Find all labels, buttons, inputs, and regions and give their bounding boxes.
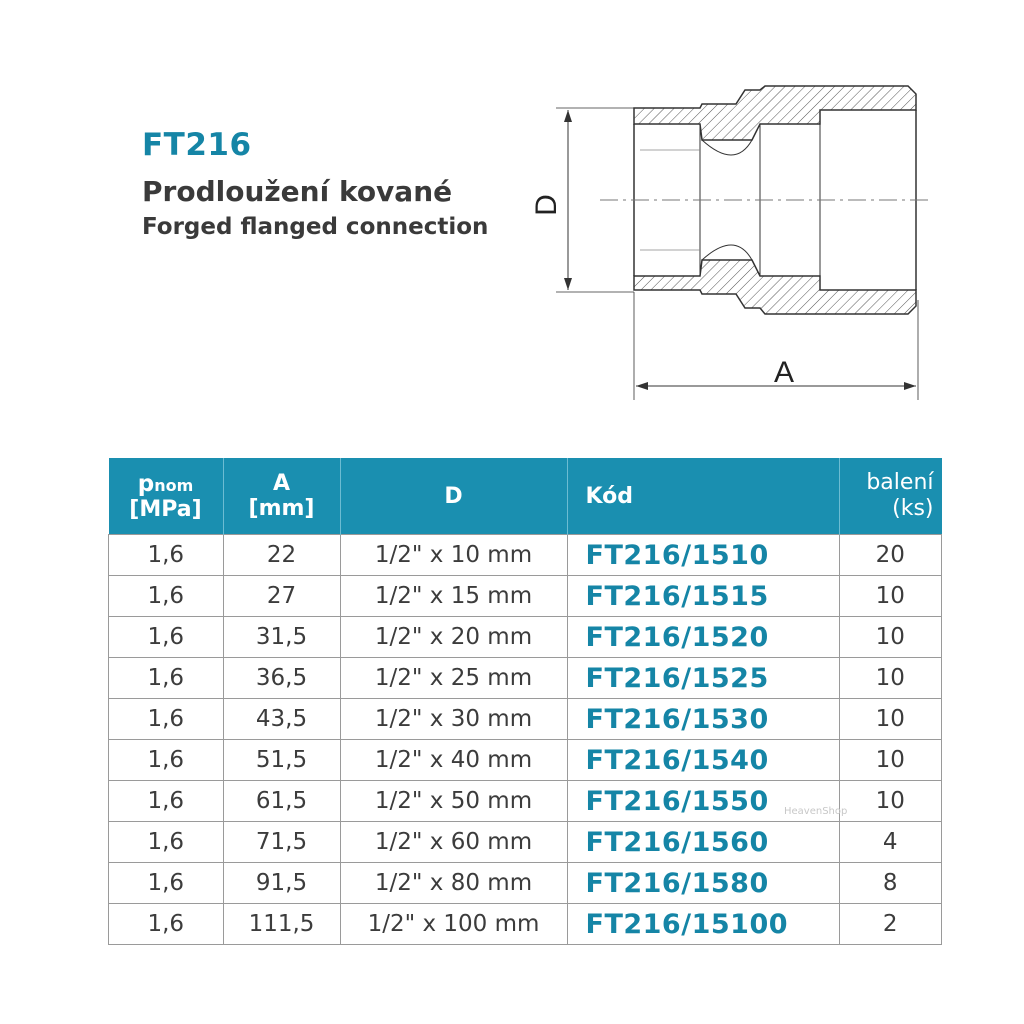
cell-a: 31,5 bbox=[223, 617, 340, 658]
cell-a: 91,5 bbox=[223, 863, 340, 904]
cell-pnom: 1,6 bbox=[109, 740, 224, 781]
cell-pack: 2 bbox=[839, 904, 942, 945]
table-row bbox=[109, 863, 942, 904]
cell-pnom: 1,6 bbox=[109, 617, 224, 658]
header-pnom-unit: [MPa] bbox=[129, 496, 202, 522]
cell-pack: 10 bbox=[839, 781, 942, 822]
dimension-d-label: D bbox=[530, 194, 563, 216]
cell-a: 36,5 bbox=[223, 658, 340, 699]
cell-a: 51,5 bbox=[223, 740, 340, 781]
table-row bbox=[109, 535, 942, 576]
cell-code: FT216/1520 bbox=[567, 617, 839, 658]
cell-pnom: 1,6 bbox=[109, 576, 224, 617]
cell-pnom: 1,6 bbox=[109, 699, 224, 740]
cell-d: 1/2" x 10 mm bbox=[340, 535, 567, 576]
cell-pack: 4 bbox=[839, 822, 942, 863]
header-a-label: A bbox=[272, 471, 291, 496]
table-row bbox=[109, 740, 942, 781]
dimension-a-label: A bbox=[773, 356, 795, 389]
cell-d: 1/2" x 50 mm bbox=[340, 781, 567, 822]
cell-a: 61,5 bbox=[223, 781, 340, 822]
cell-code: FT216/1550 bbox=[567, 781, 839, 822]
product-table bbox=[108, 458, 942, 945]
table-row bbox=[109, 617, 942, 658]
cell-pnom: 1,6 bbox=[109, 822, 224, 863]
cell-a: 43,5 bbox=[223, 699, 340, 740]
table-header-row bbox=[109, 458, 942, 535]
cell-pack: 8 bbox=[839, 863, 942, 904]
product-title-block bbox=[142, 126, 488, 242]
header-pnom-sub: nom bbox=[154, 475, 194, 495]
cell-code: FT216/1540 bbox=[567, 740, 839, 781]
cell-a: 27 bbox=[223, 576, 340, 617]
cell-code: FT216/1510 bbox=[567, 535, 839, 576]
header-a-unit: [mm] bbox=[248, 496, 315, 521]
header-pack-unit: (ks) bbox=[892, 496, 934, 521]
cell-a: 22 bbox=[223, 535, 340, 576]
cell-code: FT216/15100 bbox=[567, 904, 839, 945]
watermark: HeavenShop bbox=[784, 806, 848, 817]
cell-pack: 10 bbox=[839, 658, 942, 699]
cell-d: 1/2" x 15 mm bbox=[340, 576, 567, 617]
cell-a: 71,5 bbox=[223, 822, 340, 863]
cell-d: 1/2" x 80 mm bbox=[340, 863, 567, 904]
product-name-en: Forged flanged connection bbox=[142, 214, 489, 240]
cell-d: 1/2" x 40 mm bbox=[340, 740, 567, 781]
cell-d: 1/2" x 100 mm bbox=[340, 904, 567, 945]
cell-pnom: 1,6 bbox=[109, 658, 224, 699]
header-d: D bbox=[340, 458, 567, 535]
cell-d: 1/2" x 60 mm bbox=[340, 822, 567, 863]
table-row bbox=[109, 699, 942, 740]
cell-pack: 10 bbox=[839, 740, 942, 781]
header-pack bbox=[839, 458, 942, 535]
cell-a: 111,5 bbox=[223, 904, 340, 945]
cell-pack: 10 bbox=[839, 699, 942, 740]
cell-pnom: 1,6 bbox=[109, 904, 224, 945]
header-pnom-p: p bbox=[137, 470, 155, 497]
cell-pnom: 1,6 bbox=[109, 863, 224, 904]
cell-d: 1/2" x 20 mm bbox=[340, 617, 567, 658]
cell-pack: 20 bbox=[839, 535, 942, 576]
product-code-title: FT216 bbox=[142, 127, 252, 163]
table-row bbox=[109, 822, 942, 863]
cell-d: 1/2" x 25 mm bbox=[340, 658, 567, 699]
cell-d: 1/2" x 30 mm bbox=[340, 699, 567, 740]
table-row bbox=[109, 658, 942, 699]
cell-code: FT216/1525 bbox=[567, 658, 839, 699]
cell-pack: 10 bbox=[839, 576, 942, 617]
product-table-wrap bbox=[108, 458, 942, 945]
fitting-wall-bottom bbox=[634, 260, 916, 314]
product-name-cz: Prodloužení kované bbox=[142, 175, 453, 208]
table-row bbox=[109, 904, 942, 945]
table-body bbox=[109, 535, 942, 945]
header-a bbox=[223, 458, 340, 535]
cell-code: FT216/1580 bbox=[567, 863, 839, 904]
cell-pnom: 1,6 bbox=[109, 535, 224, 576]
technical-drawing bbox=[530, 70, 940, 410]
cell-code: FT216/1560 bbox=[567, 822, 839, 863]
cell-code: FT216/1515 bbox=[567, 576, 839, 617]
fitting-wall-top bbox=[634, 86, 916, 140]
cell-pnom: 1,6 bbox=[109, 781, 224, 822]
cell-pack: 10 bbox=[839, 617, 942, 658]
header-pack-label: balení bbox=[866, 470, 934, 495]
table-row bbox=[109, 576, 942, 617]
header-pnom bbox=[109, 458, 224, 535]
cell-code: FT216/1530 bbox=[567, 699, 839, 740]
header-code: Kód bbox=[567, 458, 839, 535]
